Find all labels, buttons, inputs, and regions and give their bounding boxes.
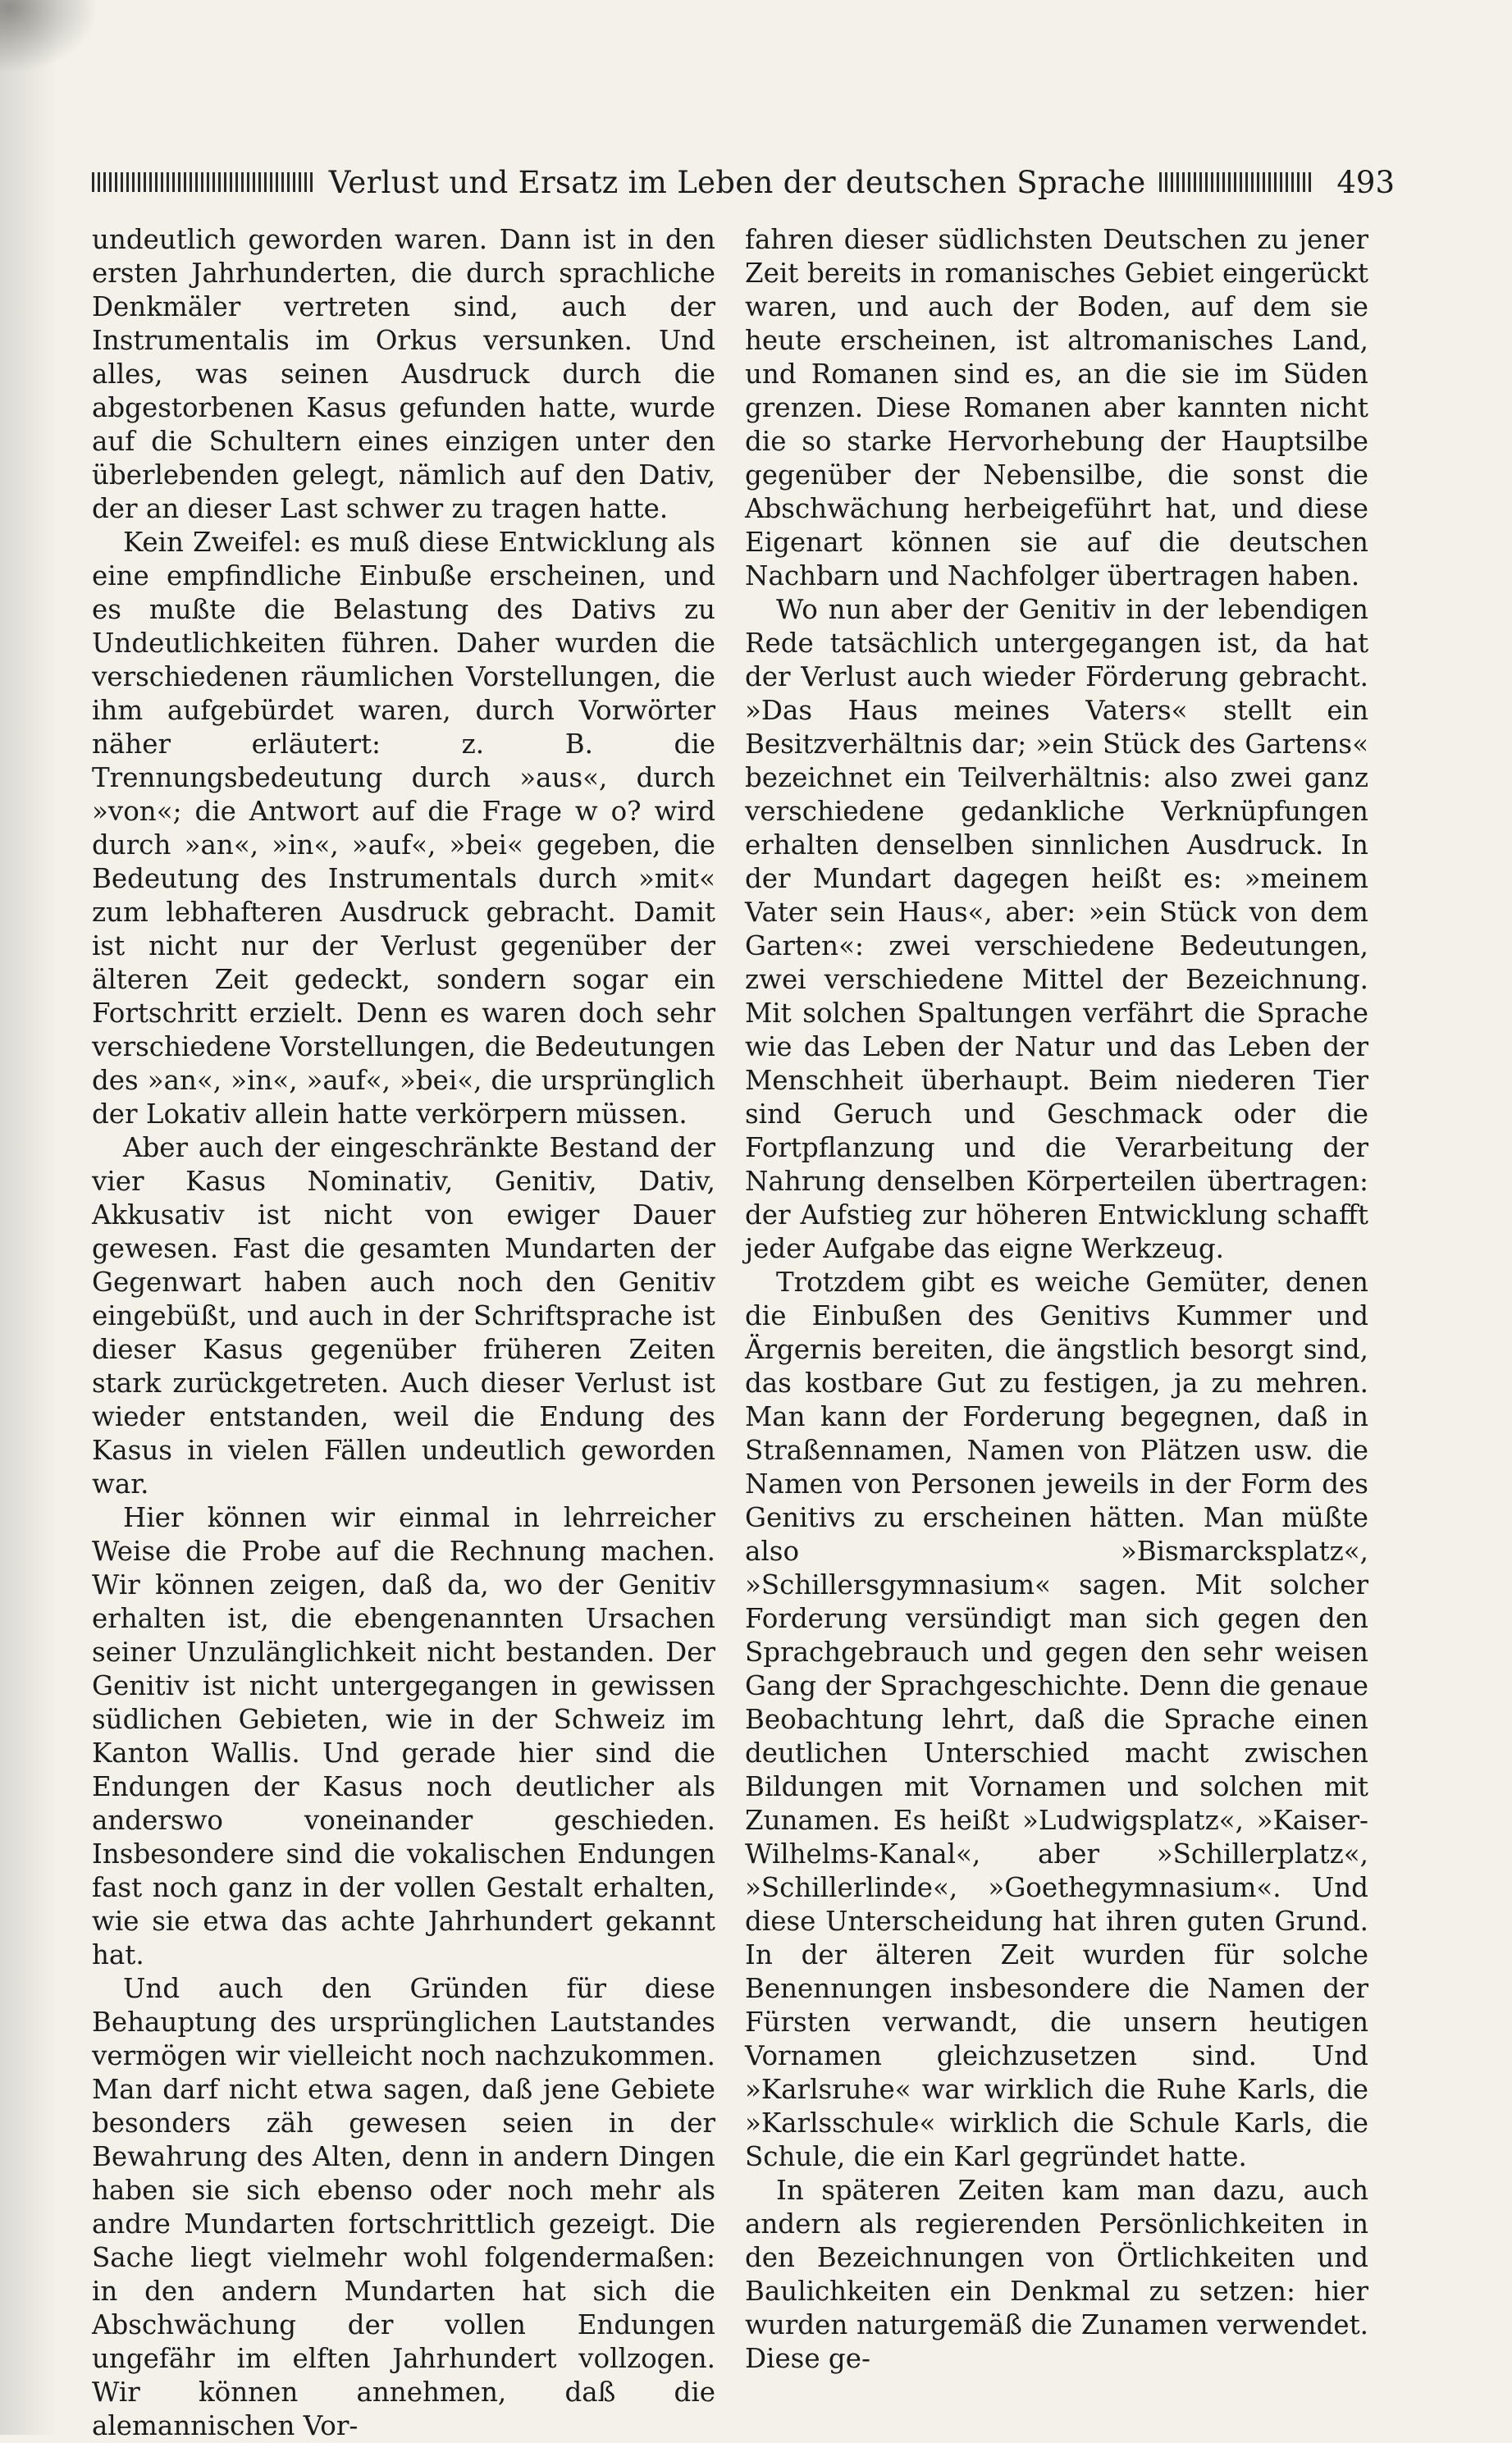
left-column [92,223,715,2443]
header-ornament-right [1159,172,1313,192]
paragraph: fahren dieser südlichsten Deutschen zu jener Zeit bereits in romanisches Gebiet eingerückt waren, und auch der Boden, auf dem sie heute erscheinen, ist altromanisches Land, und Romanen sind es, an die sie im Süden grenzen. Diese Romanen aber kannten nicht die so starke Hervorhebung der Hauptsilbe gegenüber der Nebensilbe, die sonst die Abschwächung herbeigeführt hat, und diese Eigenart können sie auf die deutschen Nachbarn und Nachfolger übertragen haben. [745,224,1368,591]
paragraph: Kein Zweifel: es muß diese Entwicklung als eine empfindliche Einbuße erscheinen, und es mußte die Belastung des Dativs zu Undeutlichkeiten führen. Daher wurden die verschiedenen räumlichen Vorstellungen, die ihm aufgebürdet waren, durch Vorwörter näher erläutert: z. B. die Trennungsbedeutung durch »aus«, durch »von«; die Antwort auf die Frage w o? wird durch »an«, »in«, »auf«, »bei« gegeben, die Bedeutung des Instrumentals durch »mit« zum lebhafteren Ausdruck gebracht. Damit ist nicht nur der Verlust gegenüber der älteren Zeit gedeckt, sondern sogar ein Fortschritt erzielt. Denn es waren doch sehr verschiedene Vorstellungen, die Bedeutungen des »an«, »in«, »auf«, »bei«, die ursprünglich der Lokativ allein hatte verkörpern müssen. [92,527,715,1130]
page-number: 493 [1336,164,1395,200]
paragraph: Trotzdem gibt es weiche Gemüter, denen die Einbußen des Genitivs Kummer und Ärgernis bereiten, die ängstlich besorgt sind, das kostbare Gut zu festigen, ja zu mehren. Man kann der Forderung begegnen, daß in Straßennamen, Namen von Plätzen usw. die Namen von Personen jeweils in der Form des Genitivs zu erscheinen hätten. Man müßte also »Bismarcksplatz«, »Schillersgymnasium« sagen. Mit solcher Forderung versündigt man sich gegen den Sprachgebrauch und gegen den sehr weisen Gang der Sprachgeschichte. Denn die genaue Beobachtung lehrt, daß die Sprache einen deutlichen Unterschied macht zwischen Bildungen mit Vornamen und solchen mit Zunamen. Es heißt »Ludwigsplatz«, »Kaiser-Wilhelms-Kanal«, aber »Schillerplatz«, »Schillerlinde«, »Goethegymnasium«. Und diese Unterscheidung hat ihren guten Grund. In der älteren Zeit wurden für solche Benennungen insbesondere die Namen der Fürsten verwandt, die unsern heutigen Vornamen gleichzusetzen sind. Und »Karlsruhe« war wirklich die Ruhe Karls, die »Karlsschule« wirklich die Schule Karls, die Schule, die ein Karl gegründet hatte. [745,1267,1368,2172]
paragraph: Wo nun aber der Genitiv in der lebendigen Rede tatsächlich untergegangen ist, da hat der Verlust auch wieder Förderung gebracht. »Das Haus meines Vaters« stellt ein Besitzverhältnis dar; »ein Stück des Gartens« bezeichnet ein Teilverhältnis: also zwei ganz verschiedene gedankliche Verknüpfungen erhalten denselben sinnlichen Ausdruck. In der Mundart dagegen heißt es: »meinem Vater sein Haus«, aber: »ein Stück von dem Garten«: zwei verschiedene Bedeutungen, zwei verschiedene Mittel der Bezeichnung. Mit solchen Spaltungen verfährt die Sprache wie das Leben der Natur und das Leben der Menschheit überhaupt. Beim niederen Tier sind Geruch und Geschmack oder die Fortpflanzung und die Verarbeitung der Nahrung denselben Körperteilen übertragen: der Aufstieg zur höheren Entwicklung schafft jeder Aufgabe das eigne Werkzeug. [745,594,1368,1264]
paragraph: Aber auch der eingeschränkte Bestand der vier Kasus Nominativ, Genitiv, Dativ, Akkusativ ist nicht von ewiger Dauer gewesen. Fast die gesamten Mundarten der Gegenwart haben auch noch den Genitiv eingebüßt, und auch in der Schriftsprache ist dieser Kasus gegenüber früheren Zeiten stark zurückgetreten. Auch dieser Verlust ist wieder entstanden, weil die Endung des Kasus in vielen Fällen undeutlich geworden war. [92,1132,715,1500]
right-column [745,223,1368,2376]
corner-smudge [0,0,98,74]
paragraph: In späteren Zeiten kam man dazu, auch andern als regierenden Persönlichkeiten in den Bezeichnungen von Örtlichkeiten und Baulichkeiten ein Denkmal zu setzen: hier wurden naturgemäß die Zunamen verwendet. Diese ge- [745,2175,1368,2374]
paragraph: Und auch den Gründen für diese Behauptung des ursprünglichen Lautstandes vermögen wir vielleicht noch nachzukommen. Man darf nicht etwa sagen, daß jene Gebiete besonders zäh gewesen seien in der Bewahrung des Alten, denn in andern Dingen haben sie sich ebenso oder noch mehr als andre Mundarten fortschrittlich gezeigt. Die Sache liegt vielmehr wohl folgendermaßen: in den andern Mundarten hat sich die Abschwächung der vollen Endungen ungefähr im elften Jahrhundert vollzogen. Wir können annehmen, daß die alemannischen Vor- [92,1973,715,2441]
page-edge-shadow [0,0,57,2435]
running-header [92,158,1395,207]
header-title: Verlust und Ersatz im Leben der deutschen Sprache [328,164,1146,200]
header-ornament-left [92,172,316,192]
paragraph: undeutlich geworden waren. Dann ist in den ersten Jahrhunderten, die durch sprachliche Denkmäler vertreten sind, auch der Instrumentalis im Orkus versunken. Und alles, was seinen Ausdruck durch die abgestorbenen Kasus gefunden hatte, wurde auf die Schultern eines einzigen unter den überlebenden gelegt, nämlich auf den Dativ, der an dieser Last schwer zu tragen hatte. [92,224,715,524]
paragraph: Hier können wir einmal in lehrreicher Weise die Probe auf die Rechnung machen. Wir können zeigen, daß da, wo der Genitiv erhalten ist, die ebengenannten Ursachen seiner Unzulänglichkeit nicht bestanden. Der Genitiv ist nicht untergegangen in gewissen südlichen Gebieten, wie in der Schweiz im Kanton Wallis. Und gerade hier sind die Endungen der Kasus noch deutlicher als anderswo voneinander geschieden. Insbesondere sind die vokalischen Endungen fast noch ganz in der vollen Gestalt erhalten, wie sie etwa das achte Jahrhundert gekannt hat. [92,1502,715,1970]
